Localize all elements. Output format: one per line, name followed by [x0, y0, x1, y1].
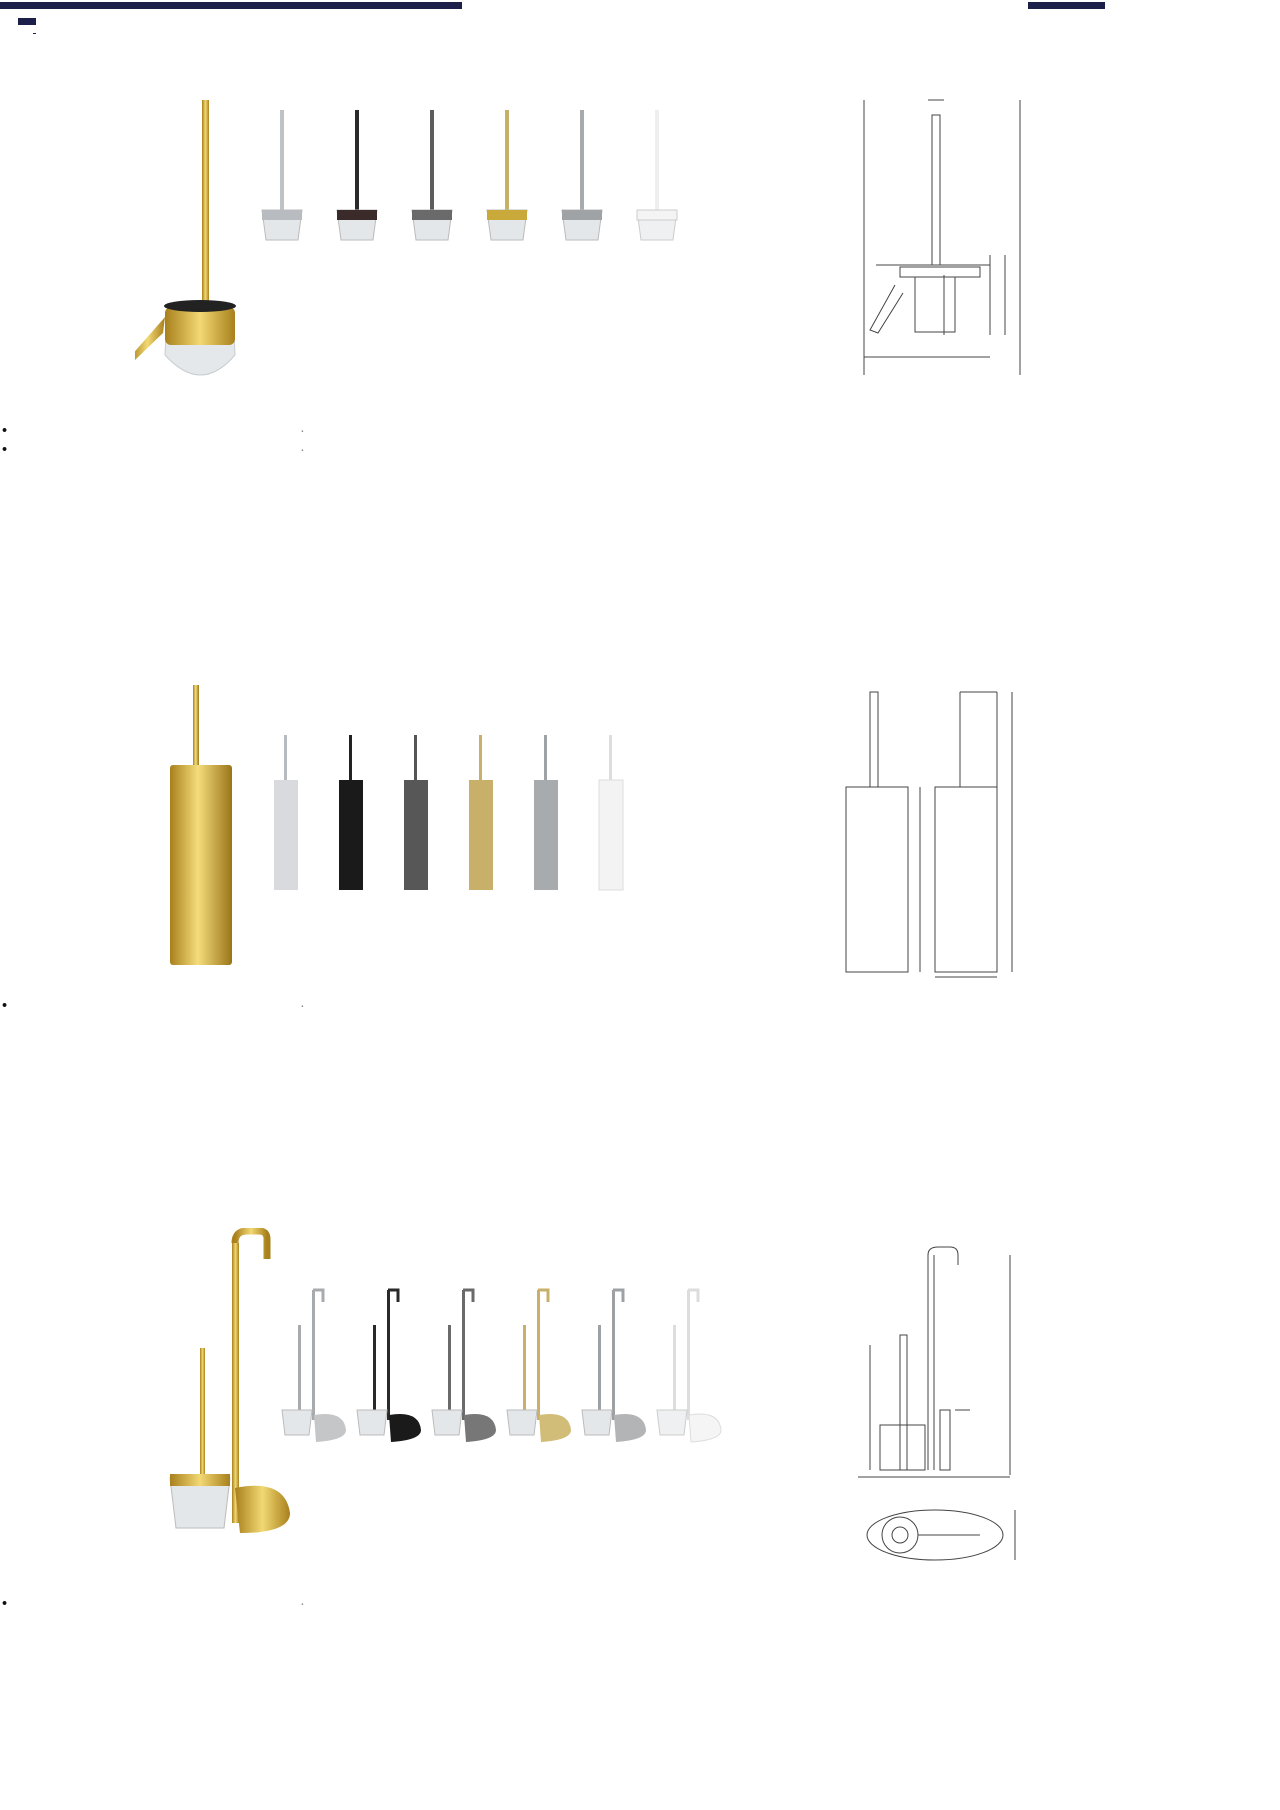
technical-drawing-brush-wall [840, 85, 1040, 420]
feature-item: • [2, 998, 8, 1014]
features-en [300, 997, 530, 1016]
features-pl [2, 422, 267, 460]
product-image-brush-wall [135, 95, 265, 395]
header-bar-right [1028, 2, 1105, 9]
features-en [300, 1595, 530, 1614]
product-variants-brush-freestanding [265, 735, 645, 895]
header-bar-left [0, 2, 462, 9]
corner-mark-dot [33, 33, 36, 34]
product-variants-roll-column [272, 1285, 752, 1455]
feature-item: • [2, 1596, 8, 1612]
feature-item: · [300, 1596, 305, 1612]
features-pl [2, 997, 267, 1016]
feature-item: • [2, 423, 8, 439]
feature-item: • [2, 442, 8, 458]
product-image-brush-freestanding [165, 680, 240, 970]
features-en [300, 422, 530, 460]
feature-item: · [300, 998, 305, 1014]
product-variants-brush-wall [250, 110, 710, 270]
feature-item: · [300, 442, 305, 458]
features-pl [2, 1595, 267, 1614]
corner-mark [18, 18, 36, 25]
feature-item: · [300, 423, 305, 439]
technical-drawing-brush-freestanding [840, 672, 1040, 997]
technical-drawing-roll-column [830, 1245, 1030, 1575]
